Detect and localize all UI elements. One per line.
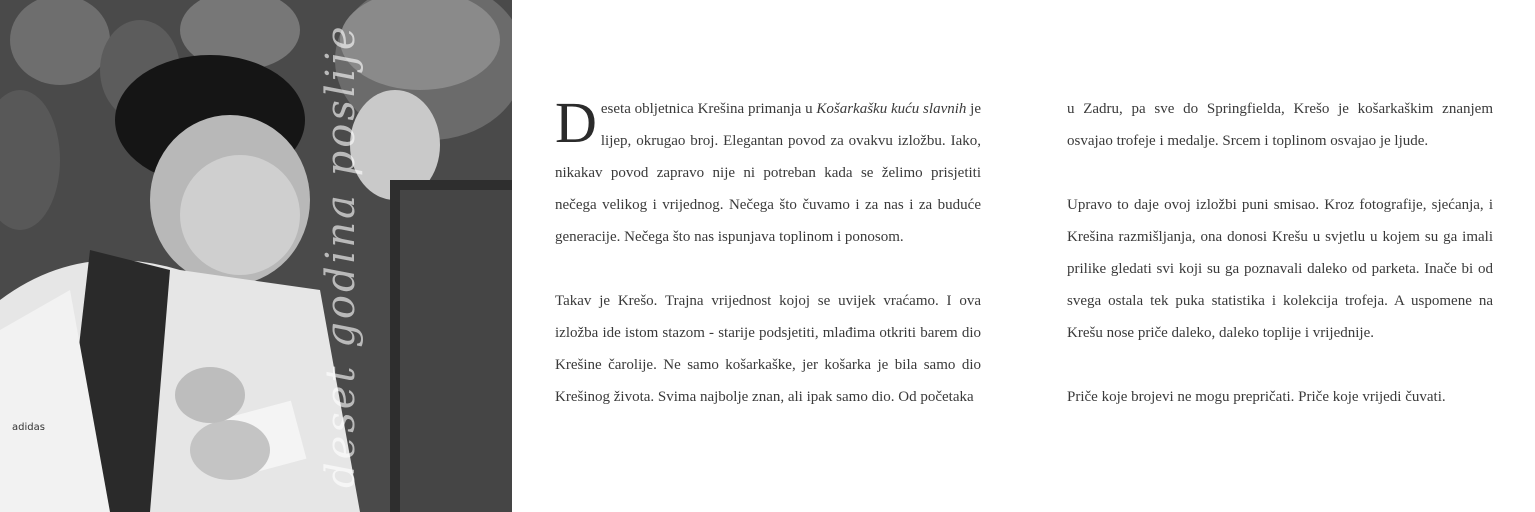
paragraph-4: Upravo to daje ovoj izložbi puni smisao. Kroz fotografije, sjećanja, i Krešina razmišljanja, ona donosi Krešu u svjetlu u kojem su ga imali prilike gledati svi koji su ga poznavali daleko od parketa. Inače bi od svega ostala tek puka statistika i kolekcija trofeja. A uspomene na Krešu nose priče daleko, daleko toplije i vrijednije. <box>1067 197 1493 341</box>
paragraph-1-text-a: eseta obljetnica Krešina primanja u <box>600 101 817 117</box>
paragraph-1 <box>555 90 981 253</box>
paragraph-5: Priče koje brojevi ne mogu prepričati. Priče koje vrijedi čuvati. <box>1067 389 1446 405</box>
svg-text:adidas: adidas <box>12 422 45 433</box>
cover-photo <box>0 0 512 512</box>
photo-illustration <box>0 0 512 512</box>
paragraph-2: Takav je Krešo. Trajna vrijednost kojoj se uvijek vraćamo. I ova izložba ide istom stazom - starije podsjetiti, mlađima otkriti barem dio Krešine čarolije. Ne samo košarkaške, jer košarka je bila samo dio Krešinog života. Svima najbolje znan, ali ipak samo dio. Od početaka <box>555 293 981 405</box>
drop-cap: D <box>555 90 597 155</box>
paragraph-1-emphasis: Košarkašku kuću slavnih <box>816 101 967 117</box>
paragraph-1-text-b: je lijep, okrugao broj. Elegantan povod za ovakvu izložbu. Iako, nikakav povod zapravo nije ni potreban kada se želimo prisjetiti nečega velikog i vrijednog. Nečega što čuvamo i za nas i za buduće generacije. Nečega što nas ispunjava toplinom i ponosom. <box>555 101 981 245</box>
photo-overlay-text: deset godina poslije <box>318 23 364 488</box>
text-column-right <box>1067 93 1493 413</box>
paragraph-3: u Zadru, pa sve do Springfielda, Krešo je košarkaškim znanjem osvajao trofeje i medalje. Srcem i toplinom osvajao je ljude. <box>1067 101 1493 149</box>
text-column-left <box>555 90 981 413</box>
